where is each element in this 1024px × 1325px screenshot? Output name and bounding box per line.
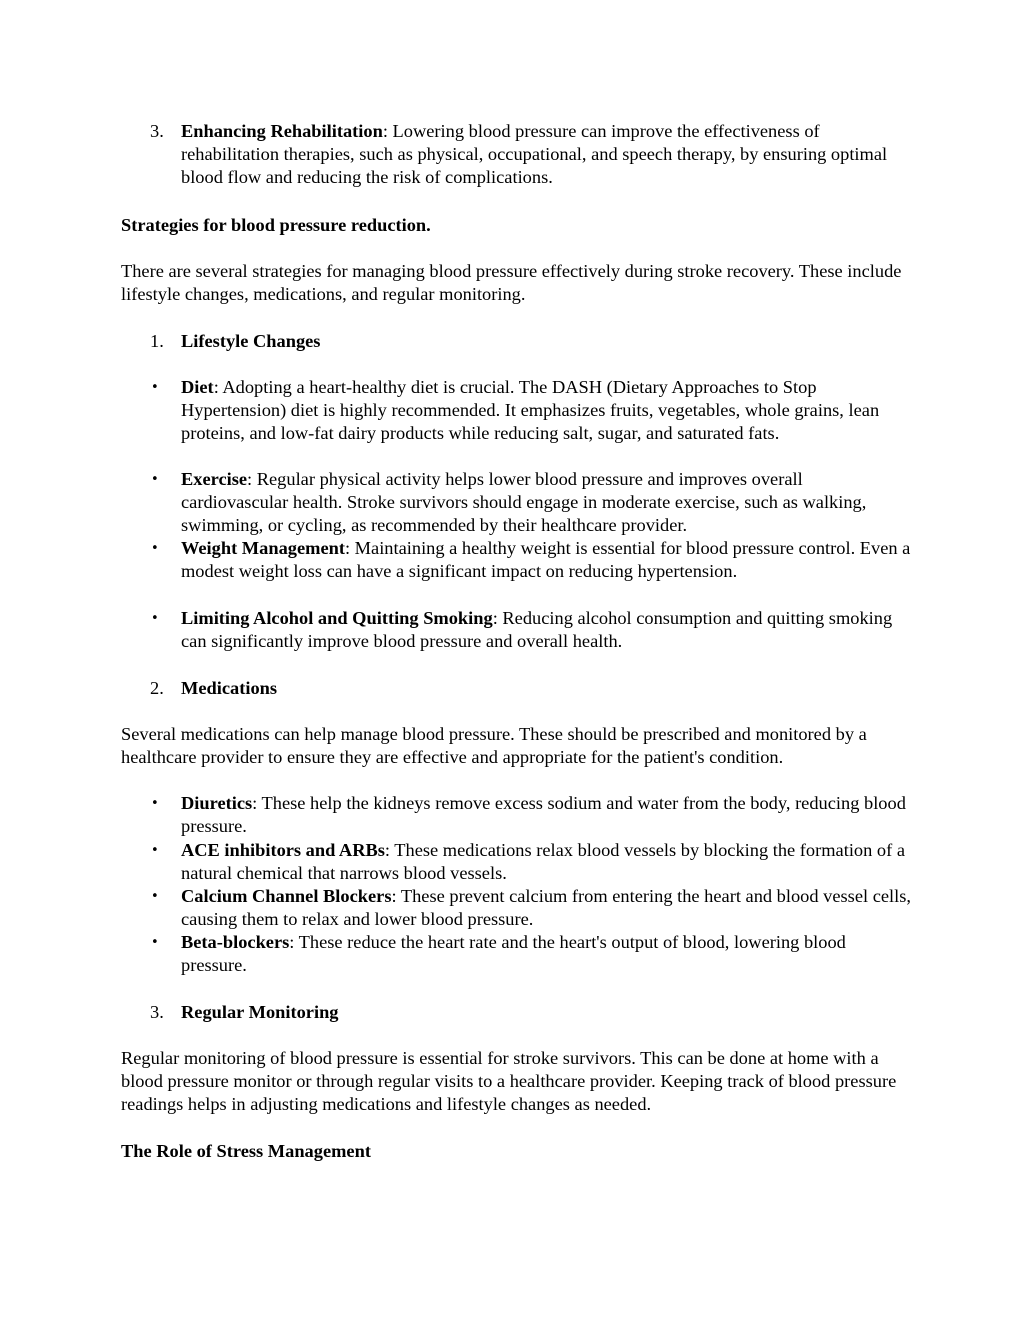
list-item-term: Calcium Channel Blockers — [181, 886, 392, 906]
list-item-term: Diet — [181, 377, 214, 397]
list-item-diuretics — [181, 792, 911, 838]
section-title-regular-monitoring: Regular Monitoring — [181, 1002, 339, 1022]
list-item-calcium-channel-blockers — [181, 885, 911, 931]
bullet-marker: • — [151, 889, 159, 904]
heading-strategies: Strategies for blood pressure reduction. — [121, 215, 431, 235]
list-number: 3. — [150, 121, 164, 141]
list-item-text: : Maintaining a healthy weight is essential for blood pressure control. Even a modest weight loss can have a significant impact on reducing hypertension. — [181, 538, 911, 582]
list-item-text: : These help the kidneys remove excess sodium and water from the body, reducing blood pressure. — [181, 793, 906, 837]
list-item-text: : These medications relax blood vessels by blocking the formation of a natural chemical that narrows blood vessels. — [181, 840, 905, 884]
list-item-text: : These prevent calcium from entering the heart and blood vessel cells, causing them to relax and lower blood pressure. — [181, 886, 912, 930]
list-item-term: Exercise — [181, 469, 248, 489]
section-title-lifestyle-changes: Lifestyle Changes — [181, 331, 321, 351]
bullet-marker: • — [151, 796, 159, 811]
bullet-marker: • — [151, 611, 159, 626]
list-item-alcohol-smoking — [181, 607, 911, 653]
bullet-marker: • — [151, 935, 159, 950]
list-item-beta-blockers — [181, 931, 911, 977]
list-item-text: : Lowering blood pressure can improve the effectiveness of rehabilitation therapies, such as physical, occupational, and speech therapy, by ensuring optimal blood flow and reducing the risk of complications. — [181, 121, 888, 188]
list-item-enhancing-rehabilitation — [181, 120, 911, 189]
bullet-marker: • — [151, 541, 159, 556]
list-item-text: : Regular physical activity helps lower blood pressure and improves overall cardiovascular health. Stroke survivors should engage in moderate exercise, such as walking, swimming, or cycling, as recommended by their healthcare provider. — [181, 469, 867, 536]
list-item-text: : These reduce the heart rate and the heart's output of blood, lowering blood pressure. — [181, 932, 846, 976]
list-item-ace-inhibitors — [181, 839, 911, 885]
list-number: 3. — [150, 1002, 164, 1022]
list-item-text: : Adopting a heart-healthy diet is crucial. The DASH (Dietary Approaches to Stop Hypertension) diet is highly recommended. It emphasizes fruits, vegetables, whole grains, lean proteins, and low-fat dairy products while reducing salt, sugar, and saturated fats. — [181, 377, 880, 444]
list-item-diet — [181, 376, 911, 445]
list-item-term: Beta-blockers — [181, 932, 290, 952]
bullet-marker: • — [151, 380, 159, 395]
section-title-medications: Medications — [181, 678, 278, 698]
intro-paragraph: There are several strategies for managing blood pressure effectively during stroke recovery. These include lifestyle changes, medications, and regular monitoring. — [121, 261, 902, 305]
list-item-exercise — [181, 468, 911, 537]
bullet-marker: • — [151, 472, 159, 487]
list-item-term: Diuretics — [181, 793, 253, 813]
list-item-term: Limiting Alcohol and Quitting Smoking — [181, 608, 493, 628]
bullet-marker: • — [151, 843, 159, 858]
heading-stress-management: The Role of Stress Management — [121, 1141, 371, 1161]
list-item-text: : Reducing alcohol consumption and quitting smoking can significantly improve blood pressure and overall health. — [181, 608, 893, 652]
medications-paragraph: Several medications can help manage blood pressure. These should be prescribed and monitored by a healthcare provider to ensure they are effective and appropriate for the patient's condition. — [121, 724, 867, 768]
list-number: 2. — [150, 678, 164, 698]
list-item-term: ACE inhibitors and ARBs — [181, 840, 385, 860]
list-item-term: Enhancing Rehabilitation — [181, 121, 383, 141]
monitoring-paragraph: Regular monitoring of blood pressure is essential for stroke survivors. This can be done at home with a blood pressure monitor or through regular visits to a healthcare provider. Keeping track of blood pressure readings helps in adjusting medications and lifestyle changes as needed. — [121, 1048, 897, 1115]
list-item-weight-management — [181, 537, 911, 583]
list-item-term: Weight Management — [181, 538, 345, 558]
list-number: 1. — [150, 331, 164, 351]
